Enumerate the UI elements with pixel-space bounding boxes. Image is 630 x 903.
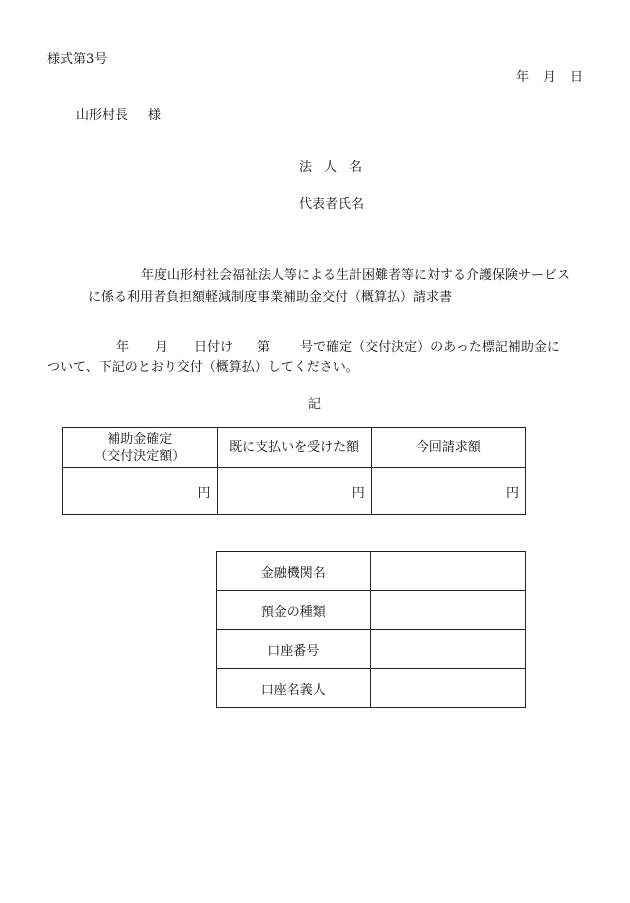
date-line xyxy=(516,66,583,85)
account-number-label: 口座番号 xyxy=(217,630,371,669)
corporation-name-label xyxy=(299,156,362,175)
header-current-claim: 今回請求額 xyxy=(371,428,525,468)
yen-unit: 円 xyxy=(197,485,211,501)
bank-table xyxy=(216,551,526,708)
deposit-type-label: 預金の種類 xyxy=(217,591,371,630)
date-month: 月 xyxy=(543,70,557,85)
body-text-line-1 xyxy=(116,336,560,355)
representative-name-label: 代表者氏名 xyxy=(299,197,365,212)
bank-name-field[interactable] xyxy=(370,552,525,591)
bank-row xyxy=(217,669,526,708)
body-month: 月 xyxy=(155,340,169,355)
bank-row xyxy=(217,552,526,591)
already-paid-cell[interactable] xyxy=(217,468,371,515)
header-confirmed-line-2: （交付決定額） xyxy=(94,448,186,464)
yen-unit: 円 xyxy=(351,485,365,501)
confirmed-amount-cell[interactable] xyxy=(63,468,218,515)
header-confirmed-line-1: 補助金確定 xyxy=(107,431,173,447)
body-text-line-2: ついて、下記のとおり交付（概算払）してください。 xyxy=(47,360,359,375)
yen-unit: 円 xyxy=(505,485,519,501)
bank-name-label: 金融機関名 xyxy=(217,552,371,591)
corp-char: 法 xyxy=(299,160,313,175)
header-already-paid: 既に支払いを受けた額 xyxy=(217,428,371,468)
corp-char: 人 xyxy=(324,160,338,175)
body-day-dated: 日付け xyxy=(194,340,234,355)
amount-value-row xyxy=(63,468,526,515)
current-claim-cell[interactable] xyxy=(371,468,525,515)
body-year: 年 xyxy=(116,340,130,355)
deposit-type-field[interactable] xyxy=(370,591,525,630)
addressee-honorific: 様 xyxy=(148,108,162,123)
amount-header-row xyxy=(63,428,526,468)
bank-row xyxy=(217,591,526,630)
ki-heading: 記 xyxy=(308,397,322,412)
document-title-line-1: 年度山形村社会福祉法人等による生計困難者等に対する介護保険サービス xyxy=(141,268,571,283)
date-day: 日 xyxy=(570,70,584,85)
header-confirmed-amount xyxy=(63,428,218,468)
account-holder-label: 口座名義人 xyxy=(217,669,371,708)
body-rest: 号で確定（交付決定）のあった標記補助金に xyxy=(300,340,560,355)
document-title-line-2: に係る利用者負担額軽減制度事業補助金交付（概算払）請求書 xyxy=(88,290,453,305)
addressee-name: 山形村長 xyxy=(76,108,129,123)
bank-row xyxy=(217,630,526,669)
account-holder-field[interactable] xyxy=(370,669,525,708)
date-year: 年 xyxy=(516,70,530,85)
amount-table xyxy=(62,427,526,515)
addressee xyxy=(76,104,161,123)
form-number: 様式第3号 xyxy=(47,52,108,67)
account-number-field[interactable] xyxy=(370,630,525,669)
body-dai: 第 xyxy=(257,340,271,355)
corp-char: 名 xyxy=(349,160,363,175)
